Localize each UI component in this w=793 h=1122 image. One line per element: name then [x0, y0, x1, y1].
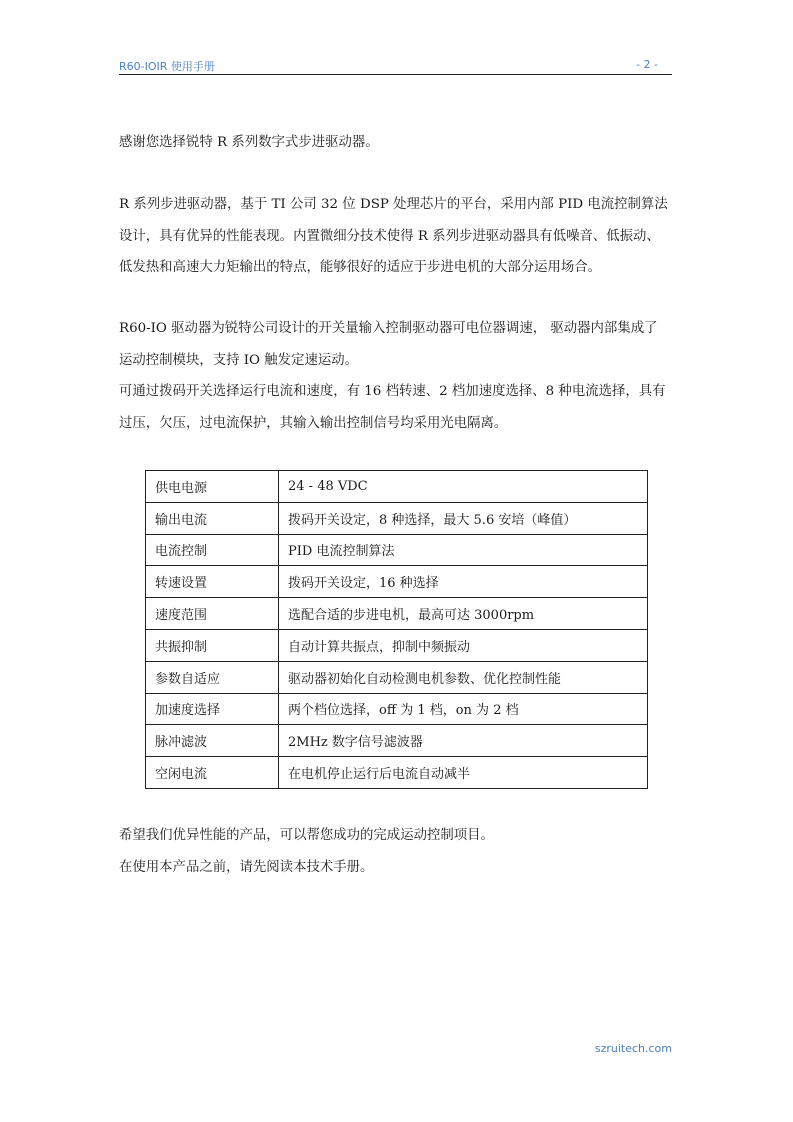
paragraph-line: 运动控制模块，支持 IO 触发定速运动。 — [119, 352, 359, 368]
paragraph-line: R60-IO 驱动器为锐特公司设计的开关量输入控制驱动器可电位器调速， 驱动器内部集成了 — [119, 321, 658, 336]
table-row — [146, 725, 648, 757]
spec-key: 共振抑制 — [146, 629, 279, 661]
intro-line: 感谢您选择锐特 R 系列数字式步进驱动器。 — [119, 135, 379, 150]
spec-value: PID 电流控制算法 — [279, 534, 648, 566]
spec-key: 脉冲滤波 — [146, 725, 279, 757]
spec-key: 参数自适应 — [146, 661, 279, 693]
table-row — [146, 598, 648, 630]
r60-io-paragraph — [119, 313, 679, 439]
table-row — [146, 629, 648, 661]
page-number: - 2 - — [636, 58, 658, 71]
page-header — [119, 58, 672, 75]
intro-paragraph — [119, 127, 679, 159]
paragraph-line: 在使用本产品之前，请先阅读本技术手册。 — [119, 859, 374, 875]
spec-key: 速度范围 — [146, 598, 279, 630]
spec-table — [145, 470, 648, 789]
spec-key: 电流控制 — [146, 534, 279, 566]
document-title: R60-IOIR 使用手册 — [119, 60, 215, 73]
table-row — [146, 757, 648, 789]
paragraph-line: 可通过拨码开关选择运行电流和速度，有 16 档转速、2 档加速度选择、8 种电流选择，具有 — [119, 384, 666, 399]
spec-value: 在电机停止运行后电流自动减半 — [279, 757, 648, 789]
spec-value: 自动计算共振点，抑制中频振动 — [279, 629, 648, 661]
table-row — [146, 502, 648, 534]
table-row — [146, 471, 648, 503]
spec-value: 拨码开关设定，16 种选择 — [279, 566, 648, 598]
table-row — [146, 661, 648, 693]
paragraph-line: 低发热和高速大力矩输出的特点，能够很好的适应于步进电机的大部分运用场合。 — [119, 260, 602, 275]
spec-key: 空闲电流 — [146, 757, 279, 789]
closing-paragraph — [119, 820, 679, 883]
spec-value: 选配合适的步进电机，最高可达 3000rpm — [279, 598, 648, 630]
spec-value: 24 - 48 VDC — [279, 471, 648, 503]
paragraph-line: 过压，欠压，过电流保护，其输入输出控制信号均采用光电隔离。 — [119, 415, 508, 431]
spec-value: 拨码开关设定，8 种选择，最大 5.6 安培（峰值） — [279, 502, 648, 534]
paragraph-line: R 系列步进驱动器，基于 TI 公司 32 位 DSP 处理芯片的平台，采用内部 PID 电流控制算法 — [119, 197, 668, 212]
table-row — [146, 693, 648, 725]
spec-key: 加速度选择 — [146, 693, 279, 725]
spec-value: 两个档位选择，off 为 1 档，on 为 2 档 — [279, 693, 648, 725]
spec-key: 转速设置 — [146, 566, 279, 598]
spec-key: 供电电源 — [146, 471, 279, 503]
table-row — [146, 566, 648, 598]
spec-key: 输出电流 — [146, 502, 279, 534]
table-row — [146, 534, 648, 566]
paragraph-line: 希望我们优异性能的产品，可以帮您成功的完成运动控制项目。 — [119, 828, 494, 843]
r-series-paragraph — [119, 189, 679, 284]
footer-website: szruitech.com — [594, 1042, 672, 1055]
paragraph-line: 设计，具有优异的性能表现。内置微细分技术使得 R 系列步进驱动器具有低噪音、低振动、 — [119, 228, 660, 244]
spec-value: 2MHz 数字信号滤波器 — [279, 725, 648, 757]
spec-value: 驱动器初始化自动检测电机参数、优化控制性能 — [279, 661, 648, 693]
